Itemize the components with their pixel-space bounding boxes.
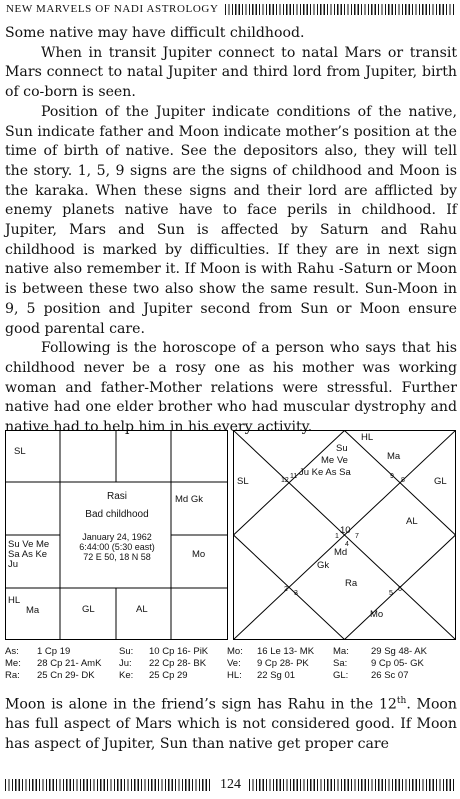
north-num-7: 7 — [355, 533, 359, 540]
rasi-cell-mo: Mo — [192, 549, 206, 560]
north-label-su: Su — [336, 443, 348, 454]
rasi-cell-su-ve-me: Su Ve Me — [8, 539, 50, 550]
planet-positions-table — [5, 646, 456, 682]
rasi-cell-al: AL — [136, 604, 148, 615]
table-cell: 1 Cp 19 — [37, 646, 71, 657]
running-header — [6, 2, 456, 16]
north-num-2: 2 — [284, 586, 288, 593]
table-cell: Ju: — [119, 658, 132, 669]
north-label-ra: Ra — [345, 578, 358, 589]
north-label-gk: Gk — [317, 560, 330, 571]
rasi-center-subtitle: Bad childhood — [85, 509, 149, 520]
table-cell: 28 Cp 21- AmK — [37, 658, 102, 669]
north-num-10: 10 — [340, 525, 351, 536]
paragraph-3: Position of the Jupiter indicate conditions of the native, Sun indicate father and Moon indicate mother’s position at the time of birth of native. See the depositors also, they will tell the story. 1, 5, 9 signs are the signs of childhood and Moon is the karaka. When these signs and their lord are afflicted by enemy planets native have to face perils in childhood. If Jupiter, Mars and Sun is affected by Saturn and Rahu childhood is marked by difficulties. If they are in next sign native also remember it. If Moon is with Rahu -Saturn or Moon is between these two also show the same result. Sun-Moon in 9, 5 position and Jupiter second from Sun or Moon ensure good parental care. — [5, 103, 457, 337]
text-span: Moon is alone in the friend’s sign has Rahu in the 12 — [5, 696, 397, 713]
north-num-6: 6 — [398, 586, 402, 593]
rasi-cell-hl: HL — [8, 595, 21, 606]
rasi-cell-sa-as-ke: Sa As Ke — [8, 549, 48, 560]
north-label-ju-ke-as-sa: Ju Ke As Sa — [299, 467, 351, 478]
table-cell: Sa: — [333, 658, 348, 669]
north-num-5: 5 — [389, 590, 393, 597]
north-label-me-ve: Me Ve — [321, 455, 348, 466]
rasi-chart — [5, 430, 228, 640]
table-cell: Ra: — [5, 670, 20, 681]
north-label-hl: HL — [361, 432, 374, 443]
paragraph-2: When in transit Jupiter connect to natal Mars or transit Mars connect to natal Jupiter and third lord from Jupiter, birth of co-born is seen. — [5, 44, 457, 101]
north-num-3: 3 — [294, 590, 298, 597]
north-num-1: 1 — [335, 533, 339, 540]
table-row — [5, 658, 456, 670]
paragraph-1: Some native may have difficult childhood. — [5, 25, 305, 41]
footer-decoration-left — [5, 779, 212, 791]
north-label-gl: GL — [434, 476, 447, 487]
north-label-sl: SL — [237, 476, 249, 487]
table-cell: 22 Sg 01 — [257, 670, 296, 681]
north-num-9: 9 — [390, 473, 394, 480]
rasi-center-time: 6:44:00 (5:30 east) — [79, 542, 155, 552]
table-row — [5, 646, 456, 658]
paragraph-5 — [5, 692, 457, 754]
north-indian-chart — [233, 430, 456, 640]
rasi-center-date: January 24, 1962 — [82, 532, 152, 542]
rasi-cell-ma: Ma — [26, 605, 40, 616]
rasi-cell-md-gk: Md Gk — [175, 494, 203, 505]
table-cell: 16 Le 13- MK — [257, 646, 315, 657]
table-cell: As: — [5, 646, 19, 657]
bottom-paragraph — [5, 692, 457, 754]
table-cell: Mo: — [227, 646, 243, 657]
table-cell: Su: — [119, 646, 134, 657]
north-num-12: 12 — [281, 477, 289, 484]
body-text — [5, 24, 457, 438]
table-cell: Me: — [5, 658, 21, 669]
table-cell: 29 Sg 48- AK — [371, 646, 427, 657]
table-cell: 25 Cp 29 — [149, 670, 188, 681]
table-cell: 9 Cp 28- PK — [257, 658, 309, 669]
superscript: th — [396, 696, 407, 706]
table-cell: 10 Cp 16- PiK — [149, 646, 209, 657]
north-label-al: AL — [406, 516, 418, 527]
table-cell: Ve: — [227, 658, 241, 669]
north-num-11: 11 — [290, 473, 298, 480]
page-footer — [5, 777, 456, 793]
table-cell: 22 Cp 28- BK — [149, 658, 207, 669]
north-num-8: 8 — [401, 477, 405, 484]
north-num-4: 4 — [345, 541, 349, 548]
rasi-cell-sl: SL — [14, 446, 26, 457]
rasi-cell-ju: Ju — [8, 559, 19, 570]
rasi-center-coords: 72 E 50, 18 N 58 — [83, 552, 151, 562]
table-cell: HL: — [227, 670, 242, 681]
header-decoration — [225, 4, 457, 15]
footer-decoration-right — [249, 779, 456, 791]
header-title: NEW MARVELS OF NADI ASTROLOGY — [6, 3, 219, 15]
north-label-mo: Mo — [370, 609, 384, 620]
table-cell: GL: — [333, 670, 349, 681]
rasi-center-title: Rasi — [106, 491, 127, 502]
north-label-md: Md — [334, 547, 348, 558]
table-cell: Ma: — [333, 646, 349, 657]
table-cell: 26 Sc 07 — [371, 670, 409, 681]
page-number: 124 — [220, 777, 241, 792]
table-cell: Ke: — [119, 670, 134, 681]
rasi-cell-gl: GL — [82, 604, 95, 615]
table-cell: 9 Cp 05- GK — [371, 658, 424, 669]
table-row — [5, 670, 456, 682]
north-label-ma: Ma — [387, 451, 401, 462]
paragraph-4: Following is the horoscope of a person who says that his childhood never be a rosy one as his mother was working woman and father-Mother relations were stressful. Further native had one elder brother who had muscular dystrophy and native had to help him in his every activity. — [5, 340, 457, 436]
horoscope-charts — [5, 430, 456, 640]
table-cell: 25 Cn 29- DK — [37, 670, 95, 681]
text-span: . Moon has full aspect of Mars which is not considered good. If Moon has aspect of Jupiter, Sun than native get proper care — [5, 696, 457, 752]
